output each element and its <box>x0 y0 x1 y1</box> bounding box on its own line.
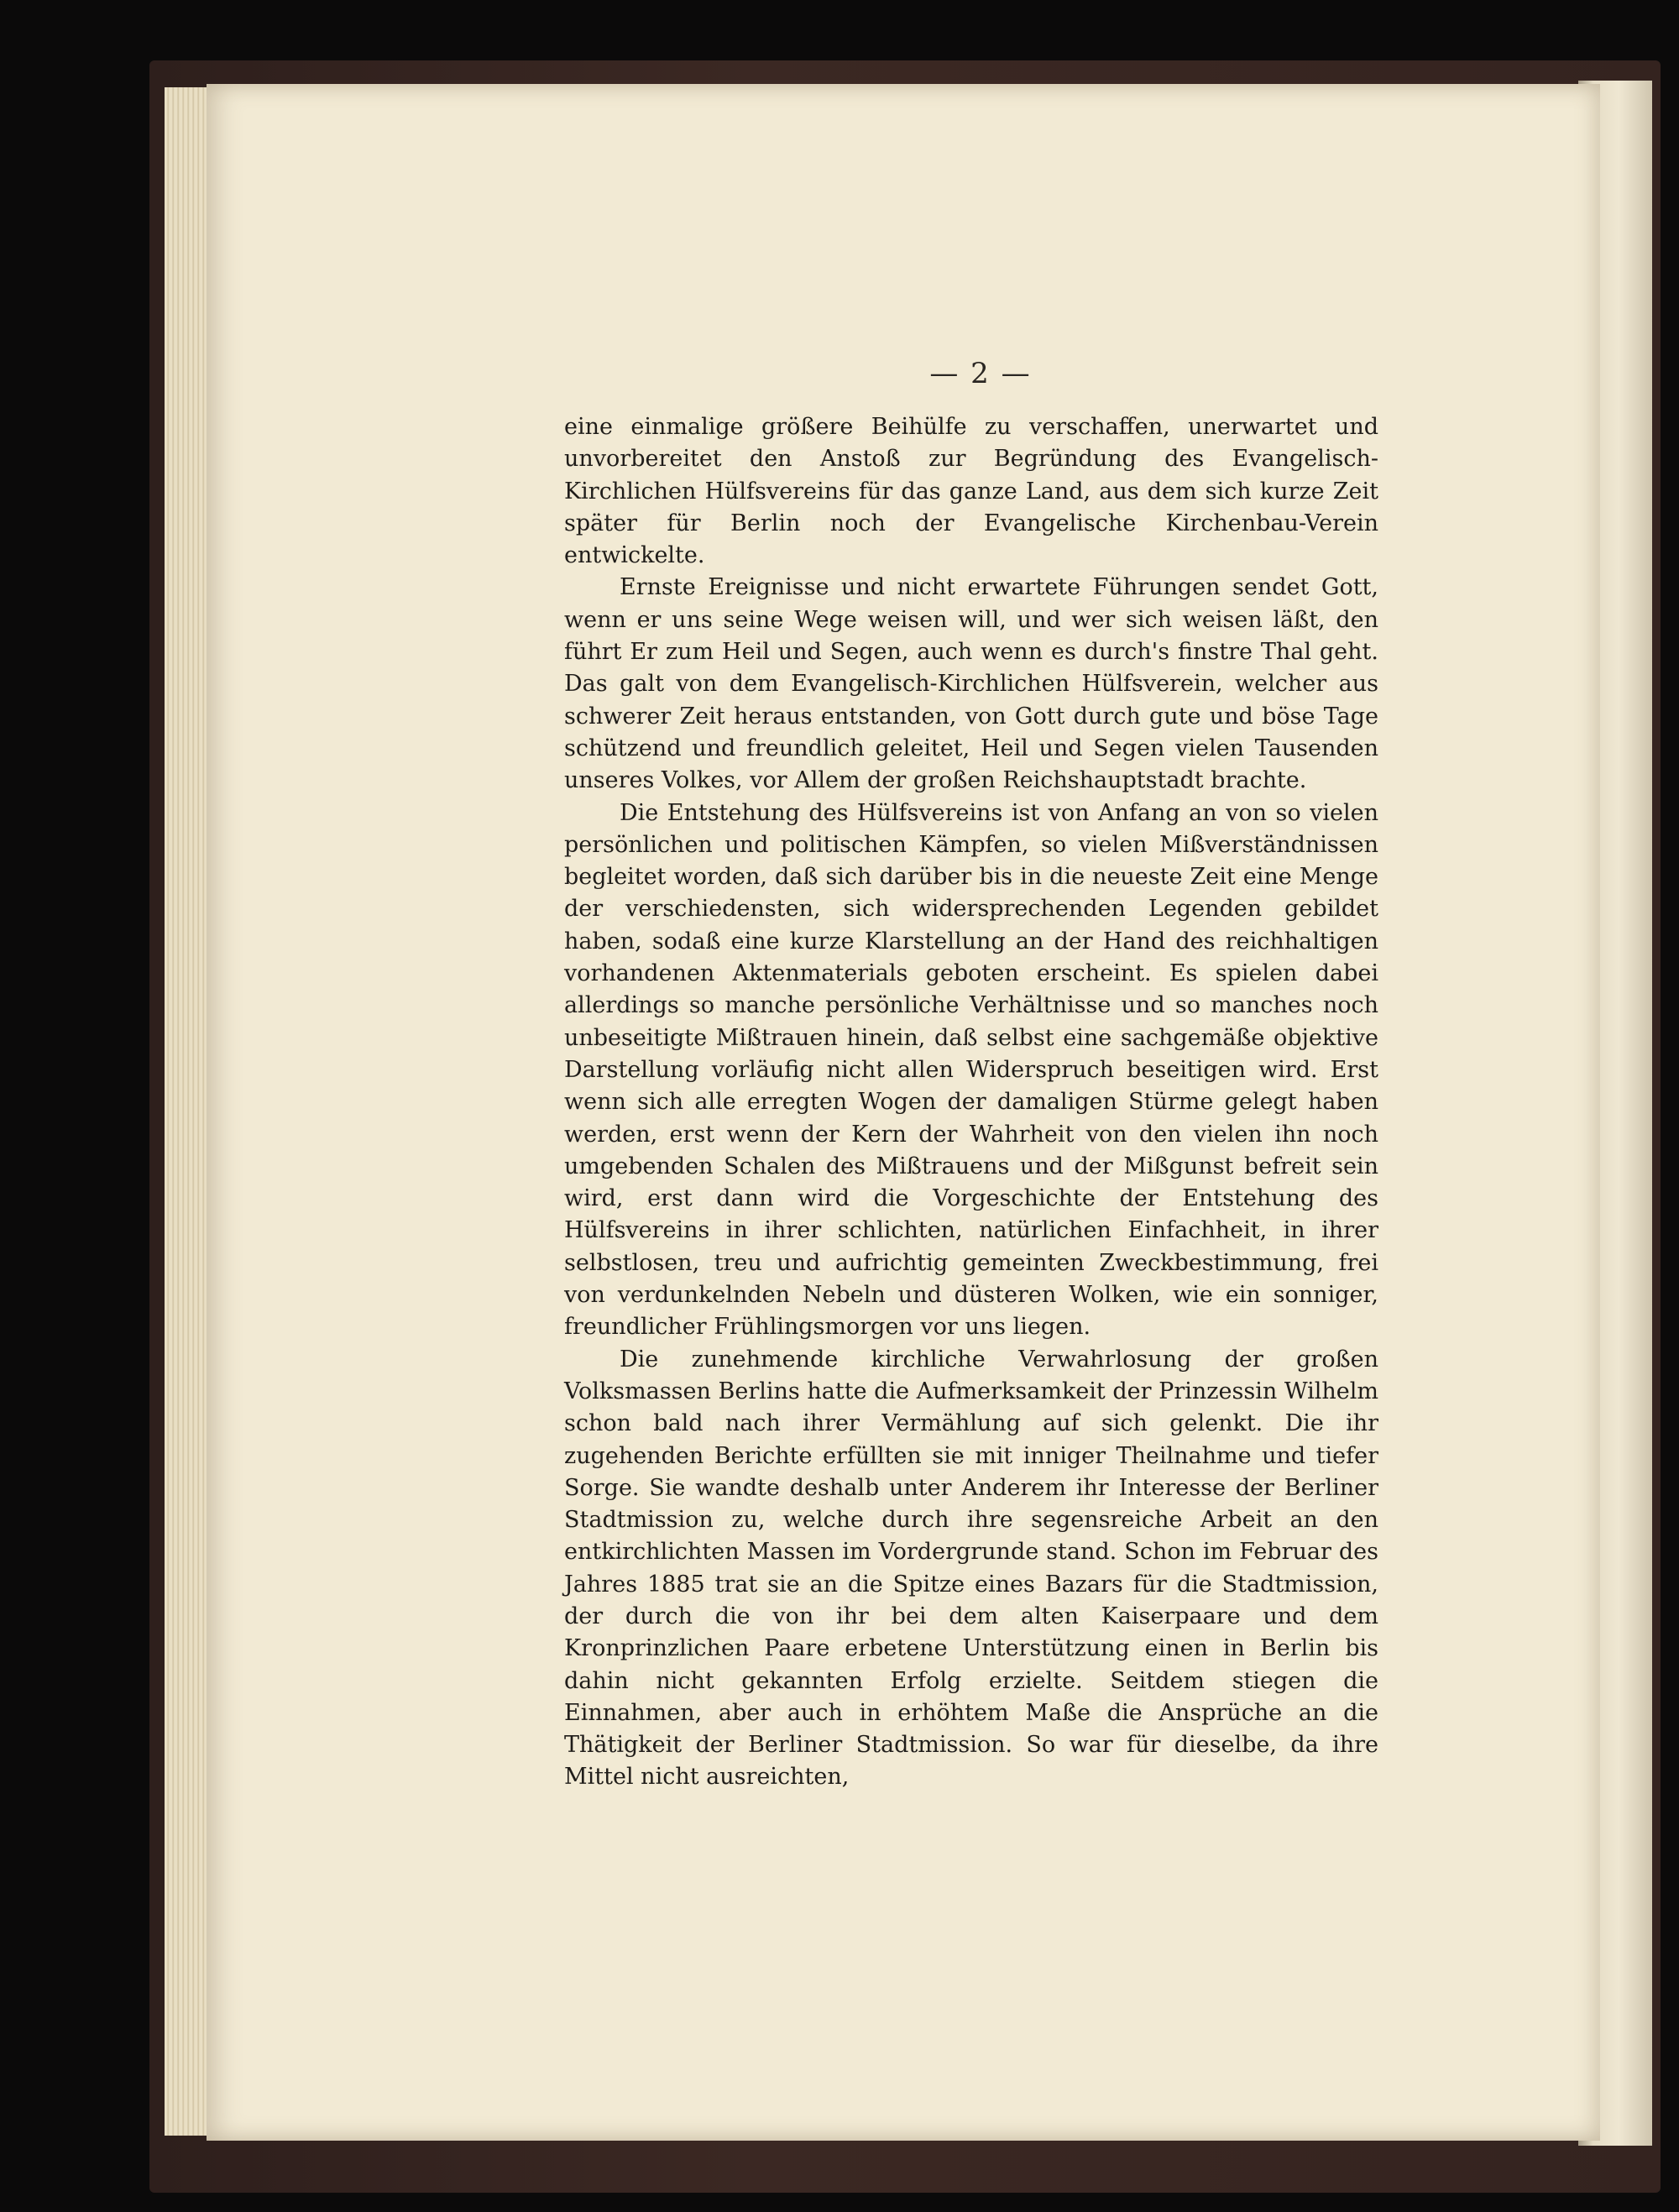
paragraph-2: Ernste Ereignisse und nicht erwartete Führungen sendet Gott, wenn er uns seine Wege weisen will, und wer sich weisen läßt, den führt Er zum Heil und Segen, auch wenn es durch's finstre Thal geht. Das galt von dem Evangelisch-Kirchlichen Hülfsverein, welcher aus schwerer Zeit heraus entstanden, von Gott durch gute und böse Tage schützend und freundlich geleitet, Heil und Segen vielen Tausenden unseres Volkes, vor Allem der großen Reichshauptstadt brachte. <box>564 574 1378 794</box>
paragraph-4: Die zunehmende kirchliche Verwahrlosung der großen Volksmassen Berlins hatte die Aufmerksamkeit der Prinzessin Wilhelm schon bald nach ihrer Vermählung auf sich gelenkt. Die ihr zugehenden Berichte erfüllten sie mit inniger Theilnahme und tiefer Sorge. Sie wandte deshalb unter Anderem ihr Interesse der Berliner Stadtmission zu, welche durch ihre segensreiche Arbeit an den entkirchlichten Massen im Vordergrunde stand. Schon im Februar des Jahres 1885 trat sie an die Spitze eines Bazars für die Stadtmission, der durch die von ihr bei dem alten Kaiserpaare und dem Kronprinzlichen Paare erbetene Unterstützung einen in Berlin bis dahin nicht gekannten Erfolg erzielte. Seitdem stiegen die Einnahmen, aber auch in erhöhtem Maße die Ansprüche an die Thätigkeit der Berliner Stadtmission. So war für dieselbe, da ihre Mittel nicht ausreichten, <box>564 1346 1378 1791</box>
page-number: — 2 — <box>929 357 1032 390</box>
page-body <box>564 411 1378 1794</box>
paragraph-3: Die Entstehung des Hülfsvereins ist von Anfang an von so vielen persönlichen und politischen Kämpfen, so vielen Mißverständnissen begleitet worden, daß sich darüber bis in die neueste Zeit eine Menge der verschiedensten, sich widersprechenden Legenden gebildet haben, sodaß eine kurze Klarstellung an der Hand des reichhaltigen vorhandenen Aktenmaterials geboten erscheint. Es spielen dabei allerdings so manche persönliche Verhältnisse und so manches noch unbeseitigte Mißtrauen hinein, daß selbst eine sachgemäße objektive Darstellung vorläufig nicht allen Widerspruch beseitigen wird. Erst wenn sich alle erregten Wogen der damaligen Stürme gelegt haben werden, erst wenn der Kern der Wahrheit von den vielen ihn noch umgebenden Schalen des Mißtrauens und der Mißgunst befreit sein wird, erst dann wird die Vorgeschichte der Entstehung des Hülfsvereins in ihrer schlichten, natürlichen Einfachheit, in ihrer selbstlosen, treu und aufrichtig gemeinten Zweckbestimmung, frei von verdunkelnden Nebeln und düsteren Wolken, wie ein sonniger, freundlicher Frühlingsmorgen vor uns liegen. <box>564 799 1378 1341</box>
paragraph-1: eine einmalige größere Beihülfe zu verschaffen, unerwartet und unvorbereitet den Anstoß zur Begründung des Evangelisch-Kirchlichen Hülfsvereins für das ganze Land, aus dem sich kurze Zeit später für Berlin noch der Evangelische Kirchenbau-Verein entwickelte. <box>564 414 1378 569</box>
